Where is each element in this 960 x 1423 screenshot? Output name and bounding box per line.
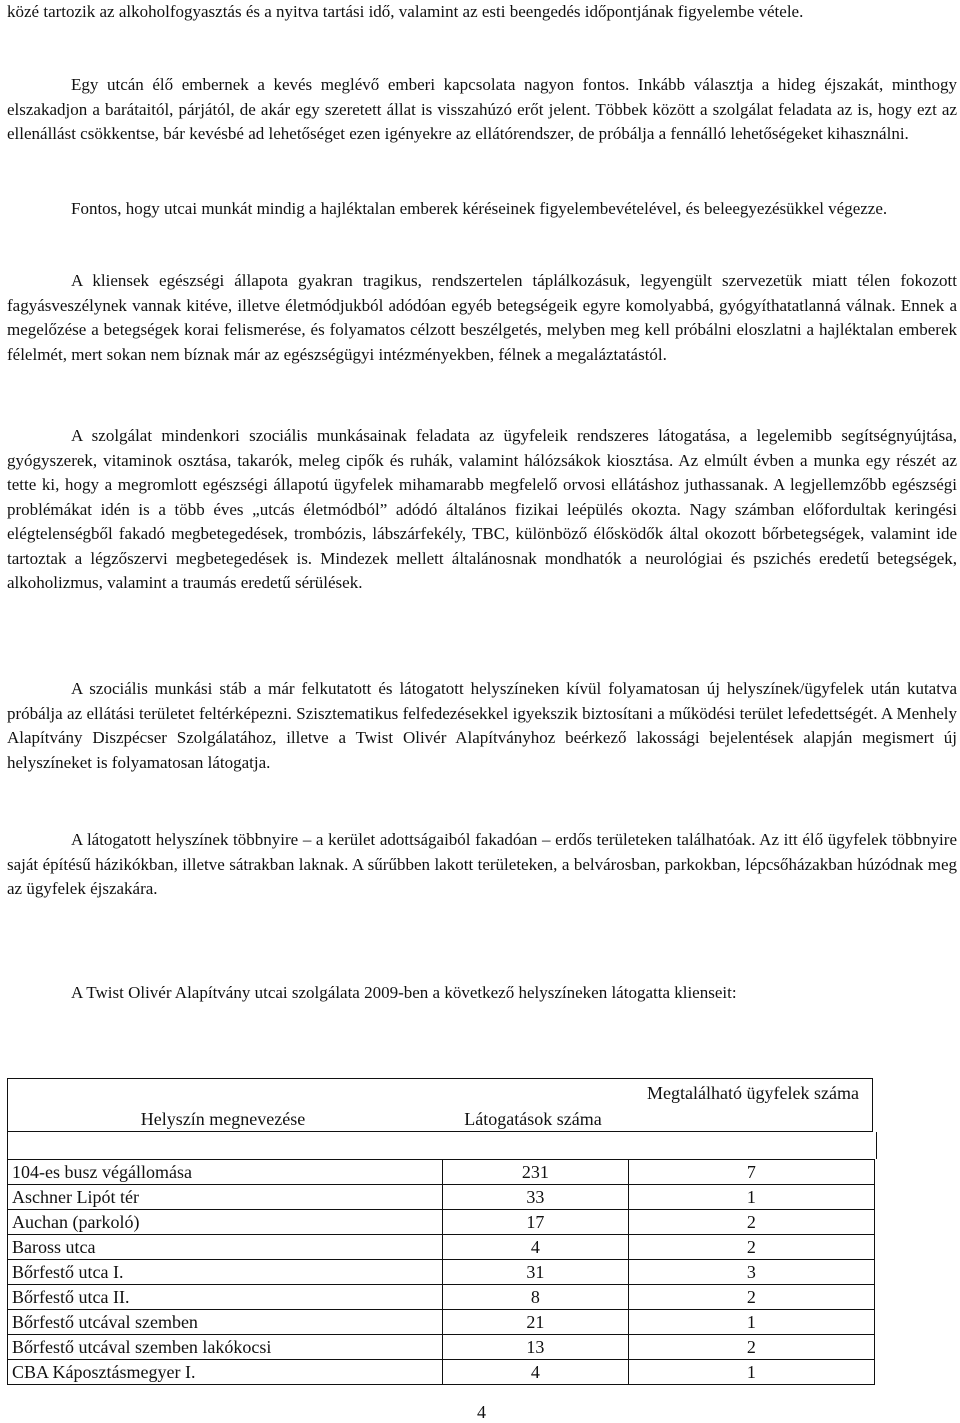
cell-visits: 231: [443, 1160, 629, 1185]
cell-clients: 3: [628, 1260, 874, 1285]
table-row: [8, 1210, 875, 1235]
cell-location: 104-es busz végállomása: [8, 1160, 443, 1185]
paragraph-field-search: A szociális munkási stáb a már felkutatott és látogatott helyszíneken kívül folyamatosan új helyszínek/ügyfelek után kutatva próbálja az ellátási területet feltérképezni. Szisztematikus felfedezésekkel igyekszik biztosítani a működési terület lefedettségét. A Menhely Alapítvány Diszpécser Szolgálatához, illetve a Twist Olivér Alapítványhoz beérkező lakossági bejelentések alapján megismert új helyszíneket is folyamatosan látogatja.: [7, 679, 957, 772]
paragraph-service-tasks: A szolgálat mindenkori szociális munkásainak feladata az ügyfeleik rendszeres látogatása, a legelemibb segítségnyújtása, gyógyszerek, vitaminok osztása, takarók, meleg cipők és ruhák, valamint hálózsákok kiosztása. Az elmúlt évben a munka egy részét az tette ki, hogy a megromlott egészségi állapotú ügyfelek mihamarabb megfelelő orvosi ellátáshoz juthassanak. A legjellemzőbb egészségi problémákat idén is a több éves „utcás életmódból” adódó általános fizikai leépülés okozta. Nagy számban előfordultak keringési elégtelenségből fakadó megbetegedések, trombózis, lábszárfekély, TBC, különböző élősködők által okozott bőrbetegségek, valamint ide tartoztak a légzőszervi megbetegedések is. Mindezek mellett általánosnak mondhatók a neurológiai és pszichés eredetű betegségek, alkoholizmus, valamint a traumás eredetű sérülések.: [7, 426, 957, 592]
paragraph-consent: Fontos, hogy utcai munkát mindig a hajléktalan emberek kéréseinek figyelembevételével, és beleegyezésükkel végezze.: [71, 199, 888, 218]
cell-clients: 1: [628, 1360, 874, 1385]
header-clients: Megtalálható ügyfelek száma: [647, 1083, 859, 1103]
table-row: [8, 1310, 875, 1335]
table-body: [7, 1159, 875, 1385]
paragraph-health: A kliensek egészségi állapota gyakran tragikus, rendszertelen táplálkozásuk, legyengült szervezetük miatt télen fokozott fagyásveszélynek vannak kitéve, illetve életmódjukból adódóan egyéb betegségeik egyre komolyabbá, gyógyíthatatlanná válnak. Ennek a megelőzése a betegségek korai felismerése, és folyamatos célzott beszélgetés, melyben meg kell próbálni eloszlatni a hajléktalan emberek félelmét, mert sokan nem bíznak már az egészségügyi intézményekben, félnek a megaláztatástól.: [7, 271, 957, 364]
cell-clients: 2: [628, 1285, 874, 1310]
table-row: [8, 1160, 875, 1185]
cell-location: Bőrfestő utcával szemben lakókocsi: [8, 1335, 443, 1360]
page-number: 4: [477, 1402, 486, 1422]
table-header: [7, 1078, 873, 1132]
cell-location: CBA Káposztásmegyer I.: [8, 1360, 443, 1385]
cell-visits: 8: [443, 1285, 629, 1310]
cell-location: Auchan (parkoló): [8, 1210, 443, 1235]
cell-location: Bőrfestő utca II.: [8, 1285, 443, 1310]
cell-visits: 31: [443, 1260, 629, 1285]
table-row: [8, 1185, 875, 1210]
cell-location: Bőrfestő utcával szemben: [8, 1310, 443, 1335]
table-row: [8, 1285, 875, 1310]
table-row: [8, 1260, 875, 1285]
cell-clients: 1: [628, 1310, 874, 1335]
cell-location: Baross utca: [8, 1235, 443, 1260]
paragraph-top: közé tartozik az alkoholfogyasztás és a nyitva tartási idő, valamint az esti beengedés időpontjának figyelembe vétele.: [7, 2, 804, 21]
cell-location: Aschner Lipót tér: [8, 1185, 443, 1210]
cell-visits: 4: [443, 1360, 629, 1385]
table-intro: A Twist Olivér Alapítvány utcai szolgálata 2009-ben a következő helyszíneken látogatta klienseit:: [71, 983, 737, 1002]
table-row: [8, 1235, 875, 1260]
paragraph-social-ties: Egy utcán élő embernek a kevés meglévő emberi kapcsolata nagyon fontos. Inkább választja a hideg éjszakát, minthogy elszakadjon a barátaitól, párjától, de akár egy szeretett állat is visszahúzó erőt jelent. Többek között a szolgálat feladata az is, hogy ezt az ellenállást csökkentse, bár kevésbé ad lehetőséget ezen igényekre az ellátórendszer, de próbálja a fennálló lehetőségeket kihasználni.: [7, 75, 957, 143]
cell-clients: 2: [628, 1335, 874, 1360]
cell-clients: 2: [628, 1235, 874, 1260]
header-visits: Látogatások száma: [464, 1109, 602, 1129]
table-spacer-row: [7, 1132, 877, 1159]
cell-visits: 21: [443, 1310, 629, 1335]
table-row: [8, 1360, 875, 1385]
cell-visits: 17: [443, 1210, 629, 1235]
cell-clients: 7: [628, 1160, 874, 1185]
cell-visits: 33: [443, 1185, 629, 1210]
cell-clients: 1: [628, 1185, 874, 1210]
cell-visits: 4: [443, 1235, 629, 1260]
locations-table: [7, 1078, 959, 1385]
paragraph-locations: A látogatott helyszínek többnyire – a kerület adottságaiból fakadóan – erdős területeken találhatóak. Az itt élő ügyfelek többnyire saját építésű házikókban, illetve sátrakban laknak. A sűrűbben lakott területeken, a belvárosban, parkokban, lépcsőházakban húzódnak meg az ügyfelek éjszakára.: [7, 830, 957, 898]
cell-clients: 2: [628, 1210, 874, 1235]
cell-location: Bőrfestő utca I.: [8, 1260, 443, 1285]
header-location: Helyszín megnevezése: [140, 1109, 306, 1129]
table-row: [8, 1335, 875, 1360]
cell-visits: 13: [443, 1335, 629, 1360]
